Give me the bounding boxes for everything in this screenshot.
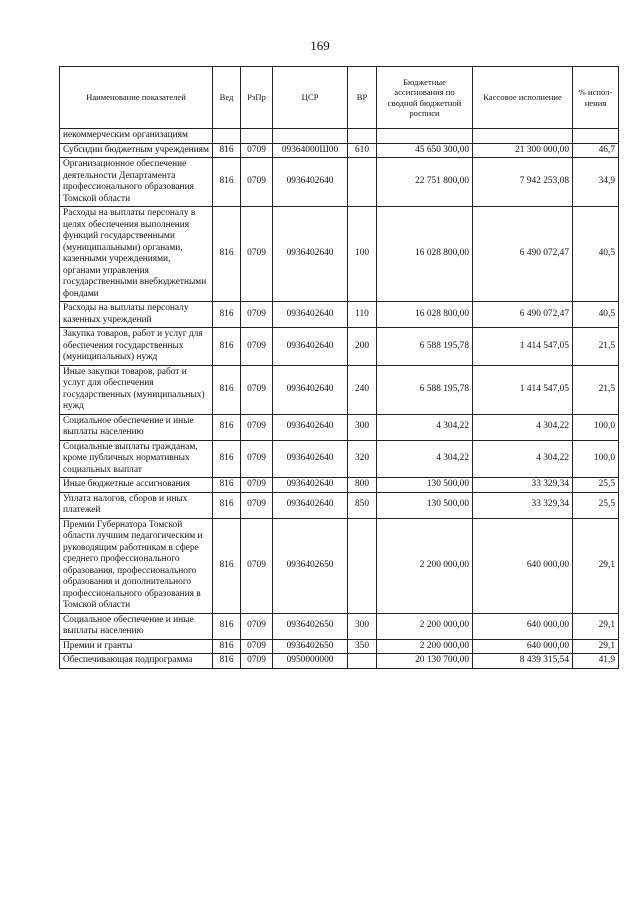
cell-rzpr: 0709	[241, 613, 273, 639]
cell-ved: 816	[213, 518, 241, 613]
cell-rzpr	[241, 129, 273, 144]
cell-percent: 34,9	[573, 158, 619, 207]
cell-csr: 0936402640	[273, 492, 348, 518]
cell-budget: 4 304,22	[377, 414, 473, 440]
cell-ved: 816	[213, 478, 241, 493]
cell-cash: 640 000,00	[473, 639, 573, 654]
cell-budget: 2 200 000,00	[377, 639, 473, 654]
cell-vr	[348, 654, 377, 669]
cell-rzpr: 0709	[241, 440, 273, 478]
cell-rzpr: 0709	[241, 492, 273, 518]
header-cash: Кассовое исполнение	[473, 67, 573, 129]
cell-ved: 816	[213, 143, 241, 158]
cell-vr: 850	[348, 492, 377, 518]
cell-budget: 130 500,00	[377, 478, 473, 493]
table-row	[60, 654, 619, 669]
cell-vr: 110	[348, 302, 377, 328]
cell-cash: 6 490 072,47	[473, 302, 573, 328]
cell-budget: 2 200 000,00	[377, 613, 473, 639]
cell-cash: 7 942 253,08	[473, 158, 573, 207]
cell-name: Организационное обеспечение деятельности Департамента профессионального образования Томской области	[60, 158, 213, 207]
header-rzpr: РзПр	[241, 67, 273, 129]
cell-vr	[348, 518, 377, 613]
cell-cash: 21 300 000,00	[473, 143, 573, 158]
cell-name: Субсидии бюджетным учреждениям	[60, 143, 213, 158]
cell-rzpr: 0709	[241, 478, 273, 493]
budget-execution-table	[59, 66, 619, 669]
cell-csr: 0936402640	[273, 207, 348, 302]
cell-percent: 46,7	[573, 143, 619, 158]
cell-name: Премии и гранты	[60, 639, 213, 654]
table-row	[60, 492, 619, 518]
cell-percent: 29,1	[573, 639, 619, 654]
cell-vr: 100	[348, 207, 377, 302]
cell-csr: 0936402650	[273, 639, 348, 654]
cell-name: Премии Губернатора Томской области лучшим педагогическим и руководящим работникам в сфере среднего профессионального образования, профессионального образования и дополнительного профессионального образования в Томской области	[60, 518, 213, 613]
cell-cash: 8 439 315,54	[473, 654, 573, 669]
page-number: 169	[310, 38, 330, 53]
cell-cash: 33 329,34	[473, 478, 573, 493]
cell-cash: 1 414 547,05	[473, 328, 573, 366]
cell-csr: 0936402640	[273, 478, 348, 493]
cell-csr: 0936402650	[273, 613, 348, 639]
cell-vr: 610	[348, 143, 377, 158]
cell-name: некоммерческим организациям	[60, 129, 213, 144]
cell-csr: 0950000000	[273, 654, 348, 669]
cell-percent: 40,5	[573, 302, 619, 328]
cell-csr: 0936402640	[273, 414, 348, 440]
table-row	[60, 518, 619, 613]
header-ved: Вед	[213, 67, 241, 129]
cell-percent: 41,9	[573, 654, 619, 669]
cell-vr: 800	[348, 478, 377, 493]
cell-percent: 21,5	[573, 328, 619, 366]
cell-percent: 25,5	[573, 492, 619, 518]
cell-csr: 0936402640	[273, 158, 348, 207]
cell-ved: 816	[213, 492, 241, 518]
cell-rzpr: 0709	[241, 639, 273, 654]
cell-csr: 0936402640	[273, 302, 348, 328]
cell-ved: 816	[213, 654, 241, 669]
cell-cash: 33 329,34	[473, 492, 573, 518]
cell-csr: 0936402640	[273, 440, 348, 478]
cell-vr: 320	[348, 440, 377, 478]
cell-percent: 100,0	[573, 414, 619, 440]
cell-name: Расходы на выплаты персоналу казенных учреждений	[60, 302, 213, 328]
cell-budget	[377, 129, 473, 144]
cell-ved: 816	[213, 365, 241, 414]
table-row	[60, 414, 619, 440]
cell-csr: 09364000Ш00	[273, 143, 348, 158]
cell-budget: 20 130 700,00	[377, 654, 473, 669]
header-csr: ЦСР	[273, 67, 348, 129]
cell-ved: 816	[213, 207, 241, 302]
cell-ved: 816	[213, 440, 241, 478]
cell-vr: 200	[348, 328, 377, 366]
table-row	[60, 478, 619, 493]
cell-rzpr: 0709	[241, 302, 273, 328]
cell-percent: 29,1	[573, 613, 619, 639]
cell-vr: 300	[348, 414, 377, 440]
cell-rzpr: 0709	[241, 207, 273, 302]
cell-vr: 300	[348, 613, 377, 639]
header-name: Наименование показателей	[60, 67, 213, 129]
cell-percent: 21,5	[573, 365, 619, 414]
cell-name: Иные бюджетные ассигнования	[60, 478, 213, 493]
table-row	[60, 440, 619, 478]
cell-rzpr: 0709	[241, 518, 273, 613]
cell-rzpr: 0709	[241, 365, 273, 414]
header-vr: ВР	[348, 67, 377, 129]
cell-budget: 45 650 300,00	[377, 143, 473, 158]
cell-rzpr: 0709	[241, 158, 273, 207]
cell-ved: 816	[213, 414, 241, 440]
cell-name: Социальные выплаты гражданам, кроме публичных нормативных социальных выплат	[60, 440, 213, 478]
cell-name: Иные закупки товаров, работ и услуг для обеспечения государственных (муниципальных) нужд	[60, 365, 213, 414]
cell-percent: 100,0	[573, 440, 619, 478]
cell-name: Обеспечивающая подпрограмма	[60, 654, 213, 669]
cell-percent	[573, 129, 619, 144]
table-body	[60, 129, 619, 669]
cell-rzpr: 0709	[241, 654, 273, 669]
cell-budget: 130 500,00	[377, 492, 473, 518]
cell-budget: 16 028 800,00	[377, 302, 473, 328]
cell-budget: 22 751 800,00	[377, 158, 473, 207]
cell-percent: 25,5	[573, 478, 619, 493]
cell-rzpr: 0709	[241, 328, 273, 366]
cell-cash: 4 304,22	[473, 414, 573, 440]
cell-csr: 0936402640	[273, 365, 348, 414]
cell-percent: 29,1	[573, 518, 619, 613]
cell-csr: 0936402640	[273, 328, 348, 366]
cell-cash	[473, 129, 573, 144]
table-row	[60, 207, 619, 302]
cell-vr	[348, 158, 377, 207]
cell-ved	[213, 129, 241, 144]
header-percent: % испол-нения	[573, 67, 619, 129]
cell-cash: 4 304,22	[473, 440, 573, 478]
cell-name: Социальное обеспечение и иные выплаты населению	[60, 613, 213, 639]
cell-cash: 640 000,00	[473, 518, 573, 613]
cell-vr: 350	[348, 639, 377, 654]
table-row	[60, 639, 619, 654]
cell-cash: 1 414 547,05	[473, 365, 573, 414]
table-row	[60, 158, 619, 207]
cell-ved: 816	[213, 302, 241, 328]
cell-name: Социальное обеспечение и иные выплаты населению	[60, 414, 213, 440]
table-row	[60, 365, 619, 414]
cell-name: Закупка товаров, работ и услуг для обеспечения государственных (муниципальных) нужд	[60, 328, 213, 366]
cell-budget: 2 200 000,00	[377, 518, 473, 613]
cell-budget: 4 304,22	[377, 440, 473, 478]
cell-csr: 0936402650	[273, 518, 348, 613]
cell-cash: 640 000,00	[473, 613, 573, 639]
cell-ved: 816	[213, 158, 241, 207]
cell-csr	[273, 129, 348, 144]
cell-ved: 816	[213, 328, 241, 366]
cell-cash: 6 490 072,47	[473, 207, 573, 302]
cell-budget: 6 588 195,78	[377, 365, 473, 414]
cell-budget: 6 588 195,78	[377, 328, 473, 366]
cell-percent: 40,5	[573, 207, 619, 302]
table-header-row	[60, 67, 619, 129]
header-budget: Бюджетные ассигнования по сводной бюджетной росписи	[377, 67, 473, 129]
table-row	[60, 613, 619, 639]
cell-rzpr: 0709	[241, 143, 273, 158]
table-row	[60, 328, 619, 366]
cell-rzpr: 0709	[241, 414, 273, 440]
cell-ved: 816	[213, 639, 241, 654]
cell-ved: 816	[213, 613, 241, 639]
table-row	[60, 302, 619, 328]
cell-name: Уплата налогов, сборов и иных платежей	[60, 492, 213, 518]
cell-vr	[348, 129, 377, 144]
table-row	[60, 143, 619, 158]
table-row	[60, 129, 619, 144]
cell-name: Расходы на выплаты персоналу в целях обеспечения выполнения функций государственными (муниципальными) органами, казенными учреждениями, органами управления государственными внебюджетными фондами	[60, 207, 213, 302]
cell-budget: 16 028 800,00	[377, 207, 473, 302]
cell-vr: 240	[348, 365, 377, 414]
